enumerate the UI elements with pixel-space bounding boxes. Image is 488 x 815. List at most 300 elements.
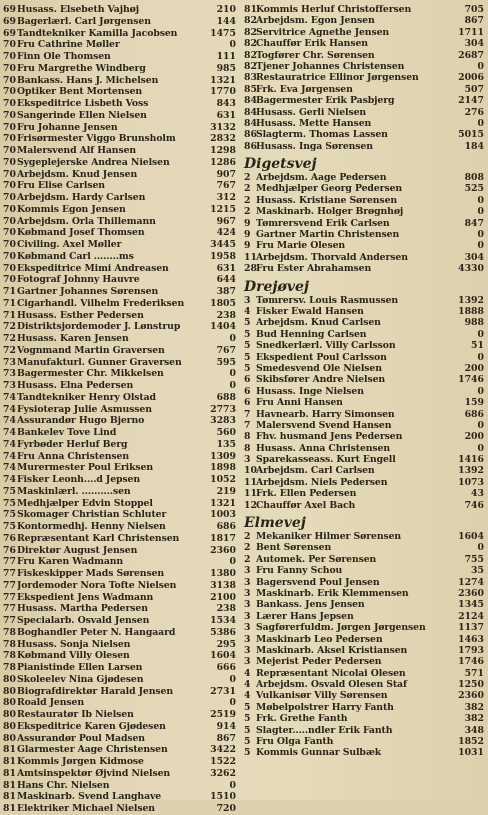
list-item xyxy=(3,627,236,639)
resident-name: Arbejdsm. Hardy Carlsen xyxy=(17,192,146,203)
income-value: 1404 xyxy=(210,321,236,333)
house-number: 3 xyxy=(244,576,251,588)
house-number: 7 xyxy=(244,419,251,431)
house-number: 74 xyxy=(3,438,16,450)
resident-name: Elektriker Michael Nielsen xyxy=(17,803,155,814)
list-item xyxy=(3,756,236,768)
resident-name: Købmand Carl ........ms xyxy=(17,250,134,262)
house-number: 70 xyxy=(3,51,16,62)
resident-name: Fru Karen Wadmann xyxy=(17,556,124,568)
house-number: 74 xyxy=(3,391,16,403)
house-number: 3 xyxy=(244,599,251,611)
digetsvej-list xyxy=(244,172,484,275)
income-value: 0 xyxy=(477,328,484,340)
resident-name: Bankelev Tove Lind xyxy=(17,427,117,438)
income-value: 1250 xyxy=(458,679,484,691)
resident-name: Optiker Bent Mortensen xyxy=(17,86,143,98)
list-item xyxy=(244,141,484,152)
income-value: 1380 xyxy=(210,568,236,579)
income-value: 1321 xyxy=(210,497,236,509)
house-number: 82 xyxy=(244,26,257,38)
resident-name: Distriktsjordemoder J. Lønstrup xyxy=(17,321,181,333)
list-item xyxy=(244,317,484,328)
house-number: 11 xyxy=(244,488,257,500)
list-item xyxy=(3,686,236,698)
list-item xyxy=(3,451,236,463)
list-item xyxy=(244,465,484,476)
list-item xyxy=(3,357,236,369)
income-value: 2100 xyxy=(210,591,236,603)
income-value: 914 xyxy=(216,720,236,732)
income-value: 43 xyxy=(471,488,484,500)
house-number: 70 xyxy=(3,109,16,121)
list-item xyxy=(3,744,236,756)
resident-name: Slagter.....ndler Erik Fanth xyxy=(256,724,393,736)
income-value: 560 xyxy=(216,427,236,438)
resident-name: Maskinarb. Svend Langhave xyxy=(17,791,162,803)
income-value: 276 xyxy=(464,106,484,118)
house-number: 2 xyxy=(244,183,251,195)
resident-name: Husass. Gerli Nielsen xyxy=(256,106,367,118)
list-item xyxy=(3,674,236,686)
resident-name: Bent Sørensen xyxy=(256,542,332,554)
income-value: 2731 xyxy=(210,685,236,697)
house-number: 75 xyxy=(3,521,16,532)
resident-name: Slagterm. Thomas Lassen xyxy=(256,129,388,141)
list-item xyxy=(244,500,484,511)
house-number: 2 xyxy=(244,542,251,554)
income-value: 0 xyxy=(477,60,484,72)
list-item xyxy=(244,477,484,488)
house-number: 72 xyxy=(3,321,16,333)
resident-name: Kommis Gunnar Sulbæk xyxy=(256,747,382,759)
income-value: 686 xyxy=(464,408,484,420)
resident-name: Sagførerfuldm. Jørgen Jørgensen xyxy=(256,622,426,634)
resident-name: Husass. Martha Pedersen xyxy=(17,603,148,615)
income-value: 200 xyxy=(464,431,484,443)
house-number: 5 xyxy=(244,701,251,713)
house-number: 77 xyxy=(3,615,16,626)
income-value: 0 xyxy=(229,556,236,568)
house-number: 74 xyxy=(3,427,16,438)
left-column xyxy=(3,4,236,815)
house-number: 12 xyxy=(244,499,257,511)
list-item xyxy=(244,95,484,106)
house-number: 71 xyxy=(3,309,16,321)
list-item xyxy=(3,404,236,416)
income-value: 0 xyxy=(229,779,236,791)
income-value: 1298 xyxy=(210,145,236,156)
income-value: 843 xyxy=(216,98,236,109)
list-item xyxy=(244,554,484,565)
income-value: 0 xyxy=(477,442,484,454)
house-number: 81 xyxy=(3,779,16,791)
house-number: 3 xyxy=(244,644,251,656)
resident-name: Kommis Herluf Christoffersen xyxy=(256,4,412,15)
resident-name: Fru Olga Fanth xyxy=(256,736,334,748)
house-number: 9 xyxy=(244,217,251,229)
income-value: 1031 xyxy=(458,747,484,759)
house-number: 70 xyxy=(3,74,16,86)
resident-name: Frk. Grethe Fanth xyxy=(256,713,348,725)
list-item xyxy=(3,533,236,545)
income-value: 767 xyxy=(216,180,236,192)
house-number: 5 xyxy=(244,713,251,725)
resident-name: Arbejdsm. Egon Jensen xyxy=(256,15,375,27)
house-number: 2 xyxy=(244,206,251,218)
resident-name: Sparekasseass. Kurt Engell xyxy=(256,454,396,466)
resident-name: Skoleelev Nina Gjødesen xyxy=(17,673,144,685)
list-item xyxy=(244,129,484,140)
resident-name: Købmand Josef Thomsen xyxy=(17,227,145,239)
income-value: 688 xyxy=(216,391,236,403)
list-item xyxy=(3,603,236,615)
house-number: 69 xyxy=(3,4,16,15)
resident-name: Maskinlærl. ..........sen xyxy=(17,485,131,497)
income-value: 2773 xyxy=(210,403,236,415)
list-item xyxy=(3,662,236,674)
list-item xyxy=(3,368,236,380)
resident-name: Direktør August Jensen xyxy=(17,544,138,556)
list-item xyxy=(3,298,236,310)
resident-name: Biografdirektør Harald Jensen xyxy=(17,685,174,697)
income-value: 507 xyxy=(464,83,484,95)
house-number: 70 xyxy=(3,239,16,250)
list-item xyxy=(244,340,484,351)
list-item xyxy=(3,169,236,181)
house-number: 7 xyxy=(244,408,251,420)
house-number: 80 xyxy=(3,732,16,744)
income-value: 571 xyxy=(464,667,484,679)
resident-name: Bud Henning Carlsen xyxy=(256,328,367,340)
street-heading-drejovej: Drejøvej xyxy=(244,278,309,295)
house-number: 70 xyxy=(3,215,16,227)
house-number: 78 xyxy=(3,650,16,662)
income-value: 3132 xyxy=(210,121,236,133)
resident-name: Medhjælper Georg Pedersen xyxy=(256,183,403,195)
resident-name: Arbejdsm. Knud Jensen xyxy=(17,168,138,180)
resident-name: Fru Cathrine Møller xyxy=(17,39,120,51)
resident-name: Cigarhandl. Vilhelm Frederiksen xyxy=(17,297,185,309)
income-value: 1137 xyxy=(458,622,484,634)
list-item xyxy=(3,556,236,568)
list-item xyxy=(244,702,484,713)
house-number: 2 xyxy=(244,172,251,184)
list-item xyxy=(3,580,236,592)
income-value: 3138 xyxy=(210,579,236,591)
list-item xyxy=(244,4,484,15)
house-number: 2 xyxy=(244,553,251,565)
list-item xyxy=(3,321,236,333)
house-number: 70 xyxy=(3,180,16,192)
list-item xyxy=(3,498,236,510)
list-item xyxy=(244,656,484,667)
house-number: 3 xyxy=(244,565,251,577)
resident-name: Havnearb. Harry Simonsen xyxy=(256,408,395,420)
resident-name: Husass. Karen Jensen xyxy=(17,333,129,344)
income-value: 2006 xyxy=(458,72,484,84)
street-heading-digetsvej: Digetsvej xyxy=(244,156,317,173)
house-number: 77 xyxy=(3,568,16,579)
resident-name: Malersvend Alf Hansen xyxy=(17,145,137,156)
list-item xyxy=(3,16,236,28)
list-item xyxy=(3,592,236,604)
house-number: 84 xyxy=(244,95,257,107)
resident-name: Bagermester Chr. Mikkelsen xyxy=(17,368,164,380)
list-item xyxy=(244,84,484,95)
income-value: 35 xyxy=(471,565,484,577)
resident-name: Jordemoder Nora Tofte Nielsen xyxy=(17,579,177,591)
resident-name: Arbejdsm. Osvald Olesen Staf xyxy=(256,679,407,691)
house-number: 82 xyxy=(244,60,257,72)
house-number: 69 xyxy=(3,27,16,39)
income-value: 2360 xyxy=(458,690,484,702)
income-value: 382 xyxy=(464,713,484,725)
list-item xyxy=(3,274,236,286)
list-item xyxy=(244,183,484,194)
resident-name: Husass. Inga Sørensen xyxy=(256,140,373,152)
list-item xyxy=(3,733,236,745)
list-item xyxy=(244,747,484,758)
house-number: 81 xyxy=(3,803,16,814)
list-item xyxy=(3,439,236,451)
house-number: 70 xyxy=(3,39,16,51)
list-item xyxy=(3,545,236,557)
income-value: 0 xyxy=(477,385,484,397)
list-item xyxy=(244,599,484,610)
income-value: 1510 xyxy=(210,791,236,803)
house-number: 81 xyxy=(3,756,16,767)
list-item xyxy=(3,157,236,169)
resident-name: Gartner Martin Christensen xyxy=(256,229,400,241)
income-value: 5386 xyxy=(210,626,236,638)
resident-name: Murermester Poul Eriksen xyxy=(17,462,154,474)
resident-name: Fru Anni Hansen xyxy=(256,397,343,409)
resident-name: Sygeplejerske Andrea Nielsen xyxy=(17,156,170,168)
income-value: 1215 xyxy=(210,203,236,215)
income-value: 988 xyxy=(464,317,484,329)
resident-name: Servitrice Agnethe Jensen xyxy=(256,26,390,38)
list-item xyxy=(3,239,236,251)
income-value: 1604 xyxy=(210,650,236,662)
resident-name: Fru Elise Carlsen xyxy=(17,180,105,192)
income-value: 1817 xyxy=(210,532,236,544)
house-number: 4 xyxy=(244,679,251,691)
list-item xyxy=(244,218,484,229)
house-number: 82 xyxy=(244,49,257,61)
income-value: 1475 xyxy=(210,27,236,39)
list-item xyxy=(244,38,484,49)
house-number: 73 xyxy=(3,380,16,391)
list-item xyxy=(3,768,236,780)
list-item xyxy=(3,780,236,792)
house-number: 71 xyxy=(3,297,16,309)
resident-name: Husass. Esther Pedersen xyxy=(17,309,144,321)
resident-name: Bagerlærl. Carl Jørgensen xyxy=(17,15,151,27)
house-number: 9 xyxy=(244,229,251,241)
income-value: 1852 xyxy=(458,736,484,748)
street-heading-elmevej: Elmevej xyxy=(244,515,306,532)
list-item xyxy=(3,486,236,498)
income-value: 387 xyxy=(216,286,236,297)
income-value: 2832 xyxy=(210,133,236,145)
income-value: 1345 xyxy=(458,599,484,611)
resident-name: Fru Anna Christensen xyxy=(17,450,130,462)
resident-name: Husass. Elsebeth Vajhøj xyxy=(17,4,139,15)
house-number: 86 xyxy=(244,129,257,141)
income-value: 1534 xyxy=(210,615,236,626)
resident-name: Husass. Anna Christensen xyxy=(256,442,391,454)
income-value: 767 xyxy=(216,344,236,356)
income-value: 1958 xyxy=(210,250,236,262)
list-item xyxy=(244,531,484,542)
income-value: 705 xyxy=(464,4,484,15)
income-value: 808 xyxy=(464,172,484,184)
resident-name: Amtsinspektør Øjvind Nielsen xyxy=(17,767,171,779)
resident-name: Roald Jensen xyxy=(17,697,85,709)
house-number: 9 xyxy=(244,240,251,252)
resident-name: Kontormedhj. Henny Nielsen xyxy=(17,521,166,532)
resident-name: Fyrbøder Herluf Berg xyxy=(17,438,128,450)
resident-name: Arbejdsm. Thorvald Andersen xyxy=(256,251,408,263)
house-number: 3 xyxy=(244,622,251,634)
resident-name: Frk. Ellen Pedersen xyxy=(256,488,357,500)
list-item xyxy=(3,697,236,709)
income-value: 0 xyxy=(477,351,484,363)
house-number: 70 xyxy=(3,250,16,262)
house-number: 8 xyxy=(244,431,251,443)
list-item xyxy=(3,345,236,357)
income-value: 967 xyxy=(216,215,236,227)
resident-name: Assurandør Hugo Bjerno xyxy=(17,415,145,427)
income-value: 1416 xyxy=(458,454,484,466)
list-item xyxy=(244,172,484,183)
income-value: 312 xyxy=(216,192,236,203)
house-number: 5 xyxy=(244,351,251,363)
resident-name: Malersvend Svend Hansen xyxy=(256,419,392,431)
resident-name: Bagersvend Poul Jensen xyxy=(256,576,380,588)
resident-name: Husass. Kristiane Sørensen xyxy=(256,194,398,206)
list-item xyxy=(244,542,484,553)
resident-name: Bagermester Erik Pasbjerg xyxy=(256,95,395,107)
list-item xyxy=(244,634,484,645)
income-value: 0 xyxy=(229,380,236,391)
house-number: 5 xyxy=(244,362,251,374)
resident-name: Ekspeditrice Mimi Andreasen xyxy=(17,262,169,274)
income-value: 382 xyxy=(464,701,484,713)
income-value: 1463 xyxy=(458,633,484,645)
income-value: 1052 xyxy=(210,474,236,485)
resident-name: Maskinarb. Erik Klemmensen xyxy=(256,587,409,599)
resident-name: Tandtekniker Kamilla Jacobsen xyxy=(17,27,178,39)
list-item xyxy=(3,415,236,427)
house-number: 70 xyxy=(3,121,16,133)
house-number: 81 xyxy=(3,744,16,756)
resident-name: Ekspedient Jens Wadmann xyxy=(17,591,154,603)
resident-name: Gartner Johannes Sørensen xyxy=(17,286,159,297)
resident-name: Ekspedient Poul Carlsson xyxy=(256,351,387,363)
income-value: 595 xyxy=(216,356,236,368)
resident-name: Fysioterap Julie Asmussen xyxy=(17,403,152,415)
house-number: 74 xyxy=(3,450,16,462)
income-value: 985 xyxy=(216,62,236,74)
house-number: 73 xyxy=(3,356,16,368)
income-value: 1286 xyxy=(210,156,236,168)
list-item xyxy=(3,803,236,815)
resident-name: Ekspeditrice Karen Gjødesen xyxy=(17,720,166,732)
income-value: 1003 xyxy=(210,509,236,521)
list-item xyxy=(244,679,484,690)
income-value: 1274 xyxy=(458,576,484,588)
income-value: 1392 xyxy=(458,294,484,306)
house-number: 78 xyxy=(3,662,16,673)
list-item xyxy=(244,27,484,38)
list-item xyxy=(244,195,484,206)
income-value: 0 xyxy=(229,39,236,51)
resident-name: Specialarb. Osvald Jensen xyxy=(17,615,150,626)
list-item xyxy=(244,107,484,118)
list-item xyxy=(3,286,236,298)
income-value: 1604 xyxy=(458,531,484,543)
list-item xyxy=(3,791,236,803)
resident-name: Købmand Villy Olesen xyxy=(17,650,130,662)
house-number: 70 xyxy=(3,62,16,74)
house-number: 78 xyxy=(3,626,16,638)
house-number: 74 xyxy=(3,462,16,474)
resident-name: Kommis Egon Jensen xyxy=(17,203,126,215)
income-value: 1309 xyxy=(210,450,236,462)
income-value: 1793 xyxy=(458,644,484,656)
list-item xyxy=(3,650,236,662)
house-number: 76 xyxy=(3,532,16,544)
resident-name: Repræsentant Karl Christensen xyxy=(17,532,180,544)
income-value: 3262 xyxy=(210,767,236,779)
house-number: 80 xyxy=(3,697,16,709)
income-value: 1746 xyxy=(458,656,484,668)
resident-name: Boghandler Peter N. Hangaard xyxy=(17,626,176,638)
house-number: 8 xyxy=(244,442,251,454)
income-value: 135 xyxy=(216,438,236,450)
list-item xyxy=(244,431,484,442)
house-number: 69 xyxy=(3,15,16,27)
income-value: 720 xyxy=(216,803,236,814)
house-number: 76 xyxy=(3,544,16,556)
resident-name: Husass. Sonja Nielsen xyxy=(17,638,131,650)
house-number: 80 xyxy=(3,685,16,697)
house-number: 73 xyxy=(3,368,16,380)
list-item xyxy=(244,611,484,622)
house-number: 77 xyxy=(3,591,16,603)
resident-name: Maskinarb. Holger Brøgnhøj xyxy=(256,206,404,218)
house-number: 28 xyxy=(244,263,257,275)
list-item xyxy=(244,295,484,306)
income-value: 755 xyxy=(464,553,484,565)
income-value: 644 xyxy=(216,274,236,286)
income-value: 0 xyxy=(477,240,484,252)
house-number: 70 xyxy=(3,145,16,156)
house-number: 72 xyxy=(3,333,16,344)
house-number: 72 xyxy=(3,344,16,356)
list-item xyxy=(244,72,484,83)
list-item xyxy=(244,443,484,454)
income-value: 0 xyxy=(229,368,236,380)
list-item xyxy=(244,736,484,747)
house-number: 81 xyxy=(244,4,257,15)
income-value: 867 xyxy=(216,732,236,744)
resident-name: Husass. Mette Hansen xyxy=(256,117,372,129)
resident-name: Skomager Christian Schluter xyxy=(17,509,167,521)
list-item xyxy=(3,122,236,134)
